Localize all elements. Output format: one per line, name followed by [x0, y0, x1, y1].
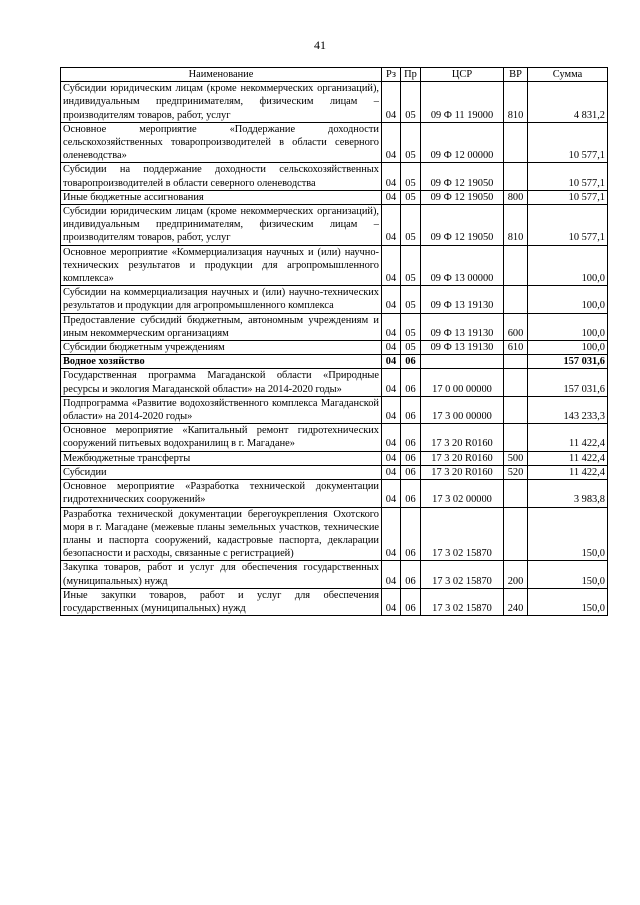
cell-csr: 09 Ф 13 00000: [421, 245, 504, 286]
cell-pr: 06: [401, 396, 421, 423]
cell-vr: 520: [504, 465, 528, 479]
cell-name: Субсидии юридическим лицам (кроме некоммерческих организаций), индивидуальным предпринимателям, физическим лицам – производителям товаров, работ, услуг: [61, 205, 382, 246]
page-number: 41: [314, 38, 326, 52]
cell-sum: 3 983,8: [528, 480, 608, 507]
cell-pr: 06: [401, 451, 421, 465]
cell-csr: [421, 355, 504, 369]
header-name: Наименование: [61, 68, 382, 82]
cell-vr: [504, 369, 528, 396]
cell-sum: 11 422,4: [528, 465, 608, 479]
cell-csr: 17 0 00 00000: [421, 369, 504, 396]
cell-vr: [504, 507, 528, 561]
cell-name: Водное хозяйство: [61, 355, 382, 369]
cell-rz: 04: [382, 313, 401, 340]
cell-vr: [504, 286, 528, 313]
cell-pr: 05: [401, 163, 421, 190]
cell-rz: 04: [382, 286, 401, 313]
cell-pr: 05: [401, 286, 421, 313]
cell-vr: 200: [504, 561, 528, 588]
cell-name: Субсидии: [61, 465, 382, 479]
cell-csr: 17 3 20 R0160: [421, 424, 504, 451]
cell-rz: 04: [382, 465, 401, 479]
cell-name: Подпрограмма «Развитие водохозяйственного комплекса Магаданской области» на 2014-2020 годы»: [61, 396, 382, 423]
cell-csr: 17 3 20 R0160: [421, 451, 504, 465]
table-row: [61, 286, 608, 313]
cell-csr: 17 3 00 00000: [421, 396, 504, 423]
cell-name: Субсидии на коммерциализация научных и (или) научно-технических результатов и продукции для агропромышленного комплекса: [61, 286, 382, 313]
cell-sum: 100,0: [528, 313, 608, 340]
header-sum: Сумма: [528, 68, 608, 82]
cell-csr: 17 3 02 15870: [421, 561, 504, 588]
table-row: [61, 82, 608, 123]
cell-rz: 04: [382, 163, 401, 190]
cell-name: Межбюджетные трансферты: [61, 451, 382, 465]
cell-rz: 04: [382, 341, 401, 355]
header-pr: Пр: [401, 68, 421, 82]
cell-vr: [504, 396, 528, 423]
cell-name: Государственная программа Магаданской области «Природные ресурсы и экология Магаданской области» на 2014-2020 годы»: [61, 369, 382, 396]
cell-pr: 05: [401, 190, 421, 204]
cell-rz: 04: [382, 588, 401, 615]
cell-pr: 06: [401, 561, 421, 588]
cell-vr: [504, 122, 528, 163]
cell-csr: 17 3 02 15870: [421, 588, 504, 615]
cell-sum: 10 577,1: [528, 190, 608, 204]
cell-rz: 04: [382, 507, 401, 561]
cell-sum: 10 577,1: [528, 205, 608, 246]
header-vr: ВР: [504, 68, 528, 82]
table-row: [61, 588, 608, 615]
cell-csr: 17 3 20 R0160: [421, 465, 504, 479]
cell-name: Предоставление субсидий бюджетным, автономным учреждениям и иным некоммерческим организациям: [61, 313, 382, 340]
cell-rz: 04: [382, 561, 401, 588]
cell-vr: 810: [504, 205, 528, 246]
cell-rz: 04: [382, 369, 401, 396]
cell-name: Закупка товаров, работ и услуг для обеспечения государственных (муниципальных) нужд: [61, 561, 382, 588]
cell-sum: 150,0: [528, 561, 608, 588]
cell-vr: [504, 245, 528, 286]
cell-name: Субсидии юридическим лицам (кроме некоммерческих организаций), индивидуальным предпринимателям, физическим лицам – производителям товаров, работ, услуг: [61, 82, 382, 123]
cell-sum: 10 577,1: [528, 163, 608, 190]
cell-pr: 05: [401, 245, 421, 286]
cell-vr: [504, 424, 528, 451]
table-row: [61, 480, 608, 507]
table-header-row: [61, 68, 608, 82]
cell-vr: 610: [504, 341, 528, 355]
cell-pr: 06: [401, 424, 421, 451]
cell-csr: 09 Ф 12 00000: [421, 122, 504, 163]
cell-rz: 04: [382, 205, 401, 246]
cell-pr: 05: [401, 341, 421, 355]
cell-csr: 09 Ф 11 19000: [421, 82, 504, 123]
cell-csr: 09 Ф 12 19050: [421, 190, 504, 204]
cell-csr: 17 3 02 15870: [421, 507, 504, 561]
cell-name: Иные закупки товаров, работ и услуг для обеспечения государственных (муниципальных) нужд: [61, 588, 382, 615]
cell-sum: 100,0: [528, 245, 608, 286]
table-row: [61, 396, 608, 423]
cell-name: Субсидии бюджетным учреждениям: [61, 341, 382, 355]
cell-name: Разработка технической документации берегоукрепления Охотского моря в г. Магадане (межевые планы земельных участков, технические планы и паспорта сооружений, кадастровые паспорта, декларации безопасности и расходы, связанные с регистрацией): [61, 507, 382, 561]
cell-vr: [504, 163, 528, 190]
table-row: [61, 122, 608, 163]
cell-rz: 04: [382, 190, 401, 204]
cell-sum: 150,0: [528, 507, 608, 561]
cell-csr: 09 Ф 13 19130: [421, 286, 504, 313]
table-row: [61, 465, 608, 479]
cell-name: Основное мероприятие «Коммерциализация научных и (или) научно-технических результатов и продукции для агропромышленного комплекса»: [61, 245, 382, 286]
cell-sum: 4 831,2: [528, 82, 608, 123]
cell-name: Основное мероприятие «Капитальный ремонт гидротехнических сооружений питьевых водохранилищ в г. Магадане»: [61, 424, 382, 451]
table-row: [61, 451, 608, 465]
cell-pr: 06: [401, 465, 421, 479]
table-row: [61, 341, 608, 355]
cell-sum: 100,0: [528, 286, 608, 313]
cell-pr: 05: [401, 122, 421, 163]
cell-csr: 09 Ф 13 19130: [421, 313, 504, 340]
cell-vr: 600: [504, 313, 528, 340]
table-row: [61, 205, 608, 246]
cell-pr: 06: [401, 588, 421, 615]
table-row: [61, 313, 608, 340]
cell-sum: 10 577,1: [528, 122, 608, 163]
table-row: [61, 369, 608, 396]
cell-rz: 04: [382, 480, 401, 507]
cell-csr: 09 Ф 12 19050: [421, 163, 504, 190]
cell-sum: 11 422,4: [528, 451, 608, 465]
cell-pr: 06: [401, 480, 421, 507]
cell-rz: 04: [382, 451, 401, 465]
cell-rz: 04: [382, 245, 401, 286]
cell-name: Основное мероприятие «Разработка технической документации гидротехнических сооружений»: [61, 480, 382, 507]
cell-pr: 06: [401, 355, 421, 369]
cell-vr: 240: [504, 588, 528, 615]
budget-table: [60, 67, 608, 616]
cell-pr: 05: [401, 205, 421, 246]
table-row: [61, 190, 608, 204]
cell-sum: 157 031,6: [528, 369, 608, 396]
cell-vr: 800: [504, 190, 528, 204]
cell-name: Субсидии на поддержание доходности сельскохозяйственных товаропроизводителей в области северного оленеводства: [61, 163, 382, 190]
cell-csr: 09 Ф 13 19130: [421, 341, 504, 355]
cell-rz: 04: [382, 355, 401, 369]
cell-rz: 04: [382, 122, 401, 163]
cell-pr: 05: [401, 313, 421, 340]
cell-rz: 04: [382, 424, 401, 451]
cell-csr: 09 Ф 12 19050: [421, 205, 504, 246]
table-row: [61, 424, 608, 451]
cell-sum: 100,0: [528, 341, 608, 355]
cell-pr: 06: [401, 507, 421, 561]
header-rz: Рз: [382, 68, 401, 82]
cell-sum: 143 233,3: [528, 396, 608, 423]
cell-pr: 06: [401, 369, 421, 396]
cell-vr: [504, 355, 528, 369]
header-csr: ЦСР: [421, 68, 504, 82]
table-row: [61, 561, 608, 588]
cell-vr: 500: [504, 451, 528, 465]
cell-rz: 04: [382, 82, 401, 123]
cell-rz: 04: [382, 396, 401, 423]
cell-sum: 157 031,6: [528, 355, 608, 369]
table-row: [61, 355, 608, 369]
cell-pr: 05: [401, 82, 421, 123]
cell-vr: [504, 480, 528, 507]
table-row: [61, 163, 608, 190]
cell-sum: 11 422,4: [528, 424, 608, 451]
table-row: [61, 507, 608, 561]
cell-csr: 17 3 02 00000: [421, 480, 504, 507]
cell-sum: 150,0: [528, 588, 608, 615]
cell-name: Основное мероприятие «Поддержание доходности сельскохозяйственных товаропроизводителей в области северного оленеводства»: [61, 122, 382, 163]
cell-name: Иные бюджетные ассигнования: [61, 190, 382, 204]
cell-vr: 810: [504, 82, 528, 123]
table-row: [61, 245, 608, 286]
